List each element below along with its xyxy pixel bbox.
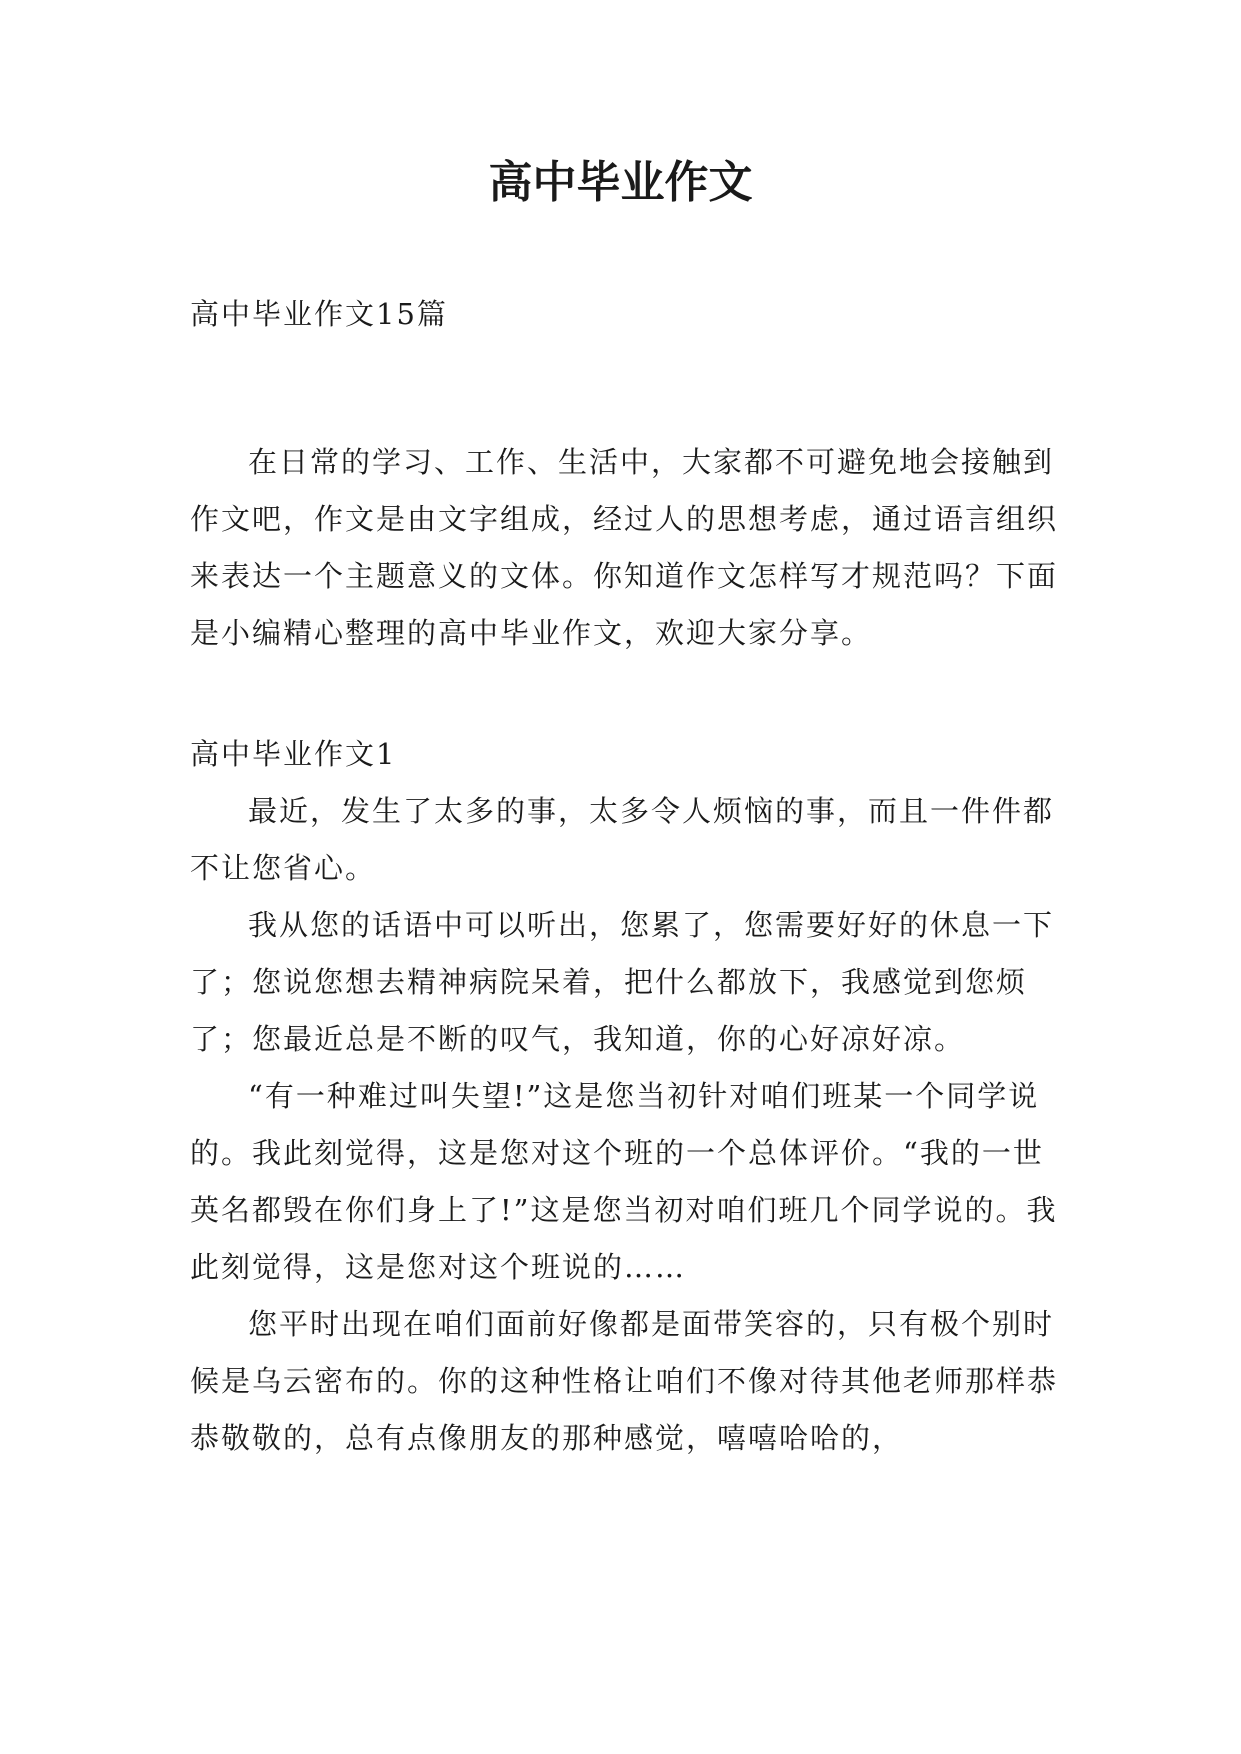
body-paragraph: “有一种难过叫失望!”这是您当初针对咱们班某一个同学说的。我此刻觉得，这是您对这个班的一个总体评价。“我的一世英名都毁在你们身上了!”这是您当初对咱们班几个同学说的。我此刻觉得，这是您对这个班说的…… xyxy=(190,1079,1058,1284)
body-paragraph: 最近，发生了太多的事，太多令人烦恼的事，而且一件件都不让您省心。 xyxy=(190,794,1055,885)
section-heading: 高中毕业作文1 xyxy=(190,737,397,771)
body-paragraph: 您平时出现在咱们面前好像都是面带笑容的，只有极个别时候是乌云密布的。你的这种性格让咱们不像对待其他老师那样恭恭敬敬的，总有点像朋友的那种感觉，嘻嘻哈哈的， xyxy=(190,1307,1059,1455)
body-paragraph: 我从您的话语中可以听出，您累了，您需要好好的休息一下了；您说您想去精神病院呆着，把什么都放下，我感觉到您烦了；您最近总是不断的叹气，我知道，你的心好凉好凉。 xyxy=(190,908,1055,1056)
spacer xyxy=(190,343,1060,434)
intro-paragraph: 在日常的学习、工作、生活中，大家都不可避免地会接触到作文吧，作文是由文字组成，经过人的思想考虑，通过语言组织来表达一个主题意义的文体。你知道作文怎样写才规范吗？下面是小编精心整理的高中毕业作文，欢迎大家分享。 xyxy=(190,445,1059,650)
document-body xyxy=(190,286,1060,1467)
document-title: 高中毕业作文 xyxy=(488,157,753,208)
document-subtitle: 高中毕业作文15篇 xyxy=(190,297,448,331)
spacer xyxy=(190,662,1060,726)
